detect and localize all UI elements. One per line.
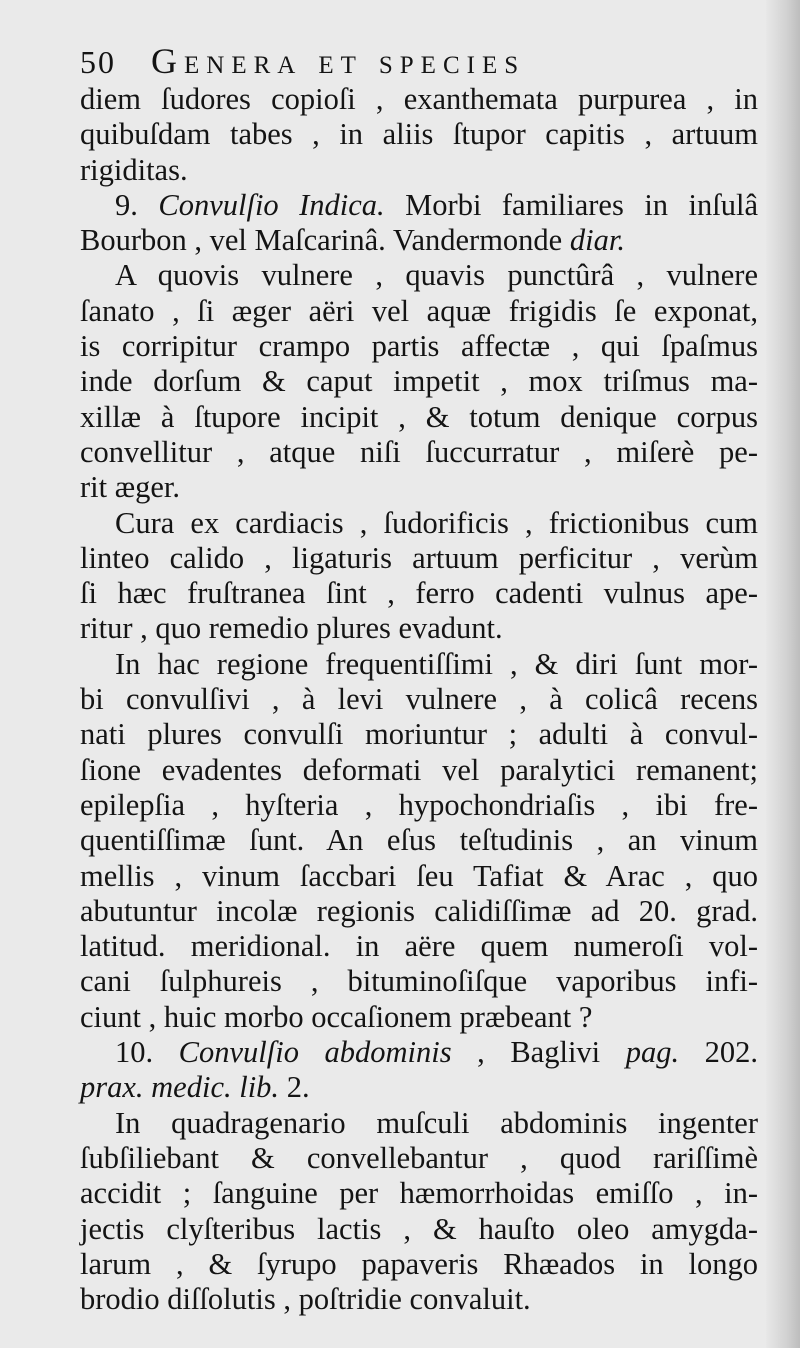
text-line: ciunt , huic morbo occaſionem præbeant ?: [80, 999, 593, 1034]
text-segment: 2.: [279, 1070, 310, 1105]
text-line: ritur , quo remedio plures evadunt.: [80, 611, 503, 646]
text-line: jectis clyſteribus lactis , & hauſto oleo amygda-: [80, 1211, 758, 1246]
text-line: epilepſia , hyſteria , hypochondriaſis , ibi fre-: [80, 787, 758, 822]
text-line: [80, 1070, 758, 1105]
text-line: mellis , vinum ſaccbari ſeu Tafiat & Arac , quo: [80, 858, 758, 893]
text-segment: , Baglivi: [451, 1035, 626, 1070]
text-line: diem ſudores copioſi , exanthemata purpurea , in: [80, 82, 758, 116]
page-number: 50: [80, 44, 116, 80]
body-text: [80, 82, 758, 1317]
text-segment: 202.: [679, 1035, 758, 1070]
text-line: brodio diſſolutis , poſtridie convaluit.: [80, 1282, 531, 1317]
text-line: accidit ; ſanguine per hæmorrhoidas emiſſo , in-: [80, 1176, 758, 1211]
text-line: xillæ à ſtupore incipit , & totum denique corpus: [80, 399, 758, 434]
text-line: [80, 223, 758, 258]
text-line: [80, 188, 758, 223]
running-title: Genera et species: [151, 41, 526, 81]
text-line: is corripitur crampo partis affectæ , qui ſpaſmus: [80, 329, 758, 364]
italic-text-segment: Convulſio abdominis: [178, 1035, 452, 1070]
text-line: cani ſulphureis , bituminoſiſque vaporibus infi-: [80, 964, 758, 999]
italic-text-segment: prax. medic. lib.: [80, 1070, 280, 1105]
text-segment: Morbi familiares in inſulâ: [384, 187, 758, 222]
text-line: ſanato , ſi æger aëri vel aquæ frigidis ſe exponat,: [80, 293, 758, 328]
page-gutter-shadow: [766, 0, 800, 1348]
text-line: quibuſdam tabes , in aliis ſtupor capitis , artuum: [80, 117, 758, 152]
text-line: convellitur , atque niſi ſuccurratur , miſerè pe-: [80, 434, 758, 469]
text-line: rit æger.: [80, 470, 180, 505]
italic-text-segment: diar.: [569, 223, 625, 258]
text-segment: 9.: [115, 187, 159, 222]
text-line: nati plures convulſi moriuntur ; adulti à convul-: [80, 717, 758, 752]
text-line: ſi hæc fruſtranea ſint , ferro cadenti vulnus ape-: [80, 576, 758, 611]
text-line: [80, 1035, 758, 1070]
text-segment: 10.: [115, 1035, 179, 1070]
text-line: linteo calido , ligaturis artuum perficitur , verùm: [80, 540, 758, 575]
text-line: ſubſiliebant & convellebantur , quod rariſſimè: [80, 1140, 758, 1175]
text-line: inde dorſum & caput impetit , mox triſmus ma-: [80, 364, 758, 399]
text-line: rigiditas.: [80, 152, 188, 187]
italic-text-segment: Convulſio Indica.: [158, 187, 385, 222]
text-line: In quadragenario muſculi abdominis ingenter: [115, 1105, 758, 1140]
text-segment: Bourbon , vel Maſcarinâ. Vandermonde: [80, 223, 570, 258]
running-header: [80, 40, 760, 84]
text-line: ſione evadentes deformati vel paralytici remanent;: [80, 752, 758, 787]
text-line: Cura ex cardiacis , ſudorificis , frictionibus cum: [115, 505, 758, 540]
text-line: In hac regione frequentiſſimi , & diri ſunt mor-: [115, 646, 758, 681]
italic-text-segment: pag.: [625, 1035, 680, 1070]
text-line: quentiſſimæ ſunt. An eſus teſtudinis , an vinum: [80, 823, 758, 858]
text-line: A quovis vulnere , quavis punctûrâ , vulnere: [115, 258, 758, 293]
text-line: abutuntur incolæ regionis calidiſſimæ ad 20. grad.: [80, 893, 758, 928]
text-line: larum , & ſyrupo papaveris Rhæados in longo: [80, 1246, 758, 1281]
text-line: latitud. meridional. in aëre quem numeroſi vol-: [80, 929, 758, 964]
text-line: bi convulſivi , à levi vulnere , à colicâ recens: [80, 682, 758, 717]
